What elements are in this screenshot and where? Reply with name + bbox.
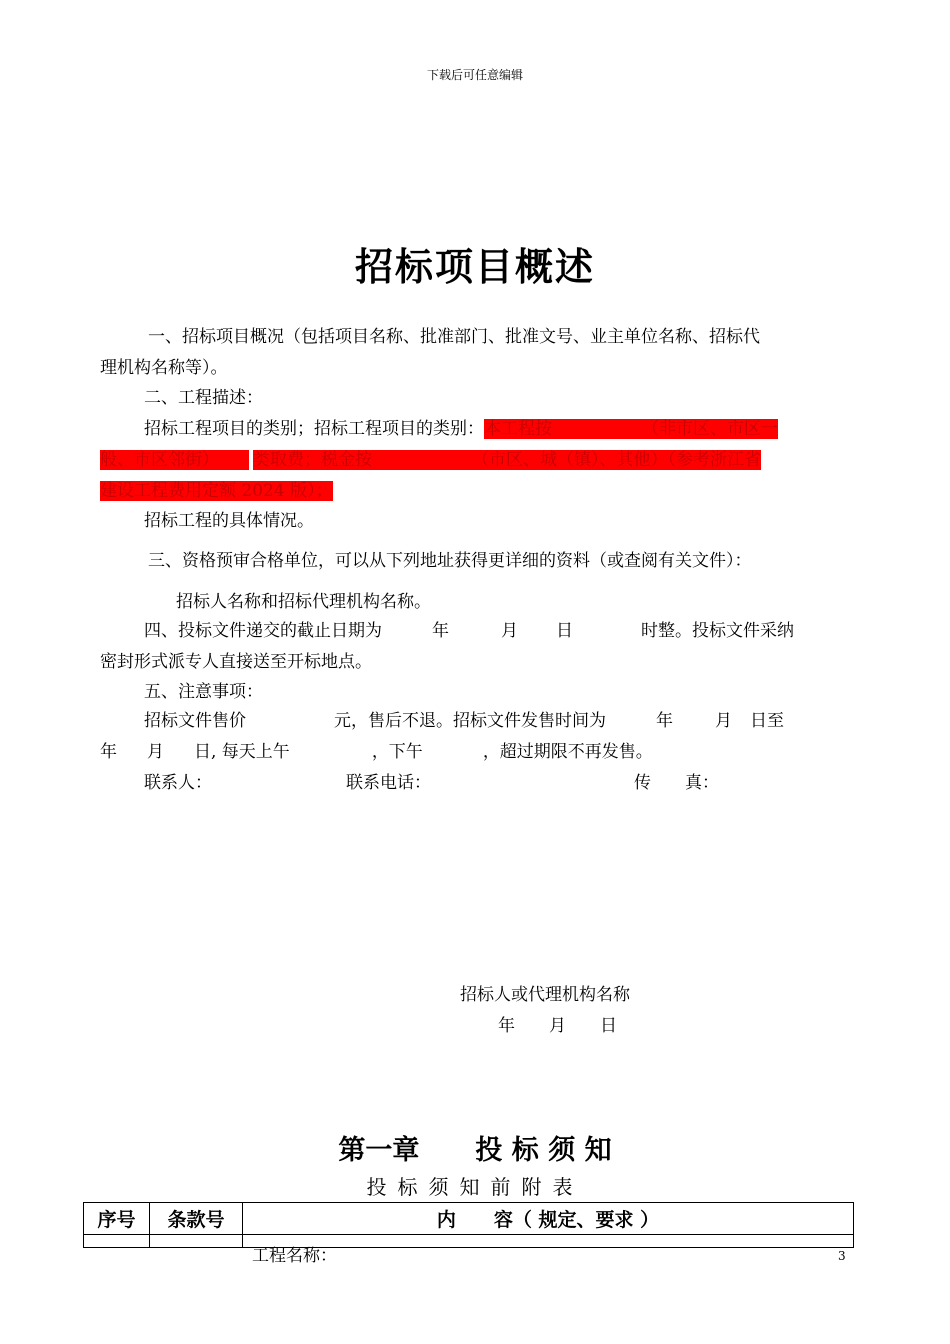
chapter-name: 投 标 须 知 — [475, 1135, 612, 1166]
table-header-clause: 条款号 — [150, 1203, 243, 1235]
section-2-detail: 招标工程的具体情况。 — [144, 511, 314, 531]
category-label: 招标工程项目的类别；招标工程项目的类别： — [144, 419, 484, 439]
section-3-sub: 招标人名称和招标代理机构名称。 — [176, 592, 431, 612]
section-4-line2: 密封形式派专人直接送至开标地点。 — [100, 652, 372, 672]
section-5-line1: 招标文件售价 元，售后不退。招标文件发售时间为 年 月 日至 — [144, 711, 784, 731]
section-1-line1: 一、招标项目概况（包括项目名称、批准部门、批准文号、业主单位名称、招标代 — [148, 327, 760, 347]
contact-fax: 传 真： — [634, 773, 719, 793]
section-4-line1: 四、投标文件递交的截止日期为 年 月 日 时整。投标文件采纳 — [144, 621, 794, 641]
contact-phone: 联系电话： — [346, 773, 431, 793]
signature-date: 年 月 日 — [498, 1016, 617, 1036]
table-cell — [150, 1235, 243, 1248]
table-header-row — [84, 1203, 854, 1235]
section-3: 三、资格预审合格单位，可以从下列地址获得更详细的资料（或查阅有关文件）： — [148, 551, 752, 571]
signature-name: 招标人或代理机构名称 — [460, 985, 630, 1005]
section-5-body — [100, 706, 850, 768]
section-4 — [100, 616, 850, 678]
table-row — [84, 1235, 854, 1248]
appendix-subtitle: 投标须知前附表 — [366, 1175, 584, 1199]
header-note: 下载后可任意编辑 — [426, 68, 523, 82]
table-header-content: 内 容（ 规定、要求 ） — [243, 1203, 854, 1235]
section-5-heading: 五、注意事项： — [144, 682, 263, 702]
table-header-no: 序号 — [84, 1203, 150, 1235]
chapter-title — [0, 1128, 950, 1167]
category-highlight-3: 类取费；税金按 （市区、城（镇）、其他）（参考浙江省 — [253, 450, 761, 470]
section-2-category — [100, 414, 850, 507]
category-line1 — [100, 414, 850, 445]
category-highlight-2: 般、市区邻街） — [100, 450, 249, 470]
section-5-line2: 年 月 日, 每天上午 ，下午 ，超过期限不再发售。 — [100, 742, 653, 762]
chapter-number: 第一章 — [338, 1135, 420, 1166]
category-line3 — [100, 476, 850, 507]
contact-person: 联系人： — [144, 773, 212, 793]
project-name-label: 工程名称： — [252, 1246, 337, 1266]
category-highlight: 本工程按 （非市区、市区一 — [484, 419, 778, 439]
section-1-line2: 理机构名称等）。 — [100, 358, 228, 378]
section-1 — [100, 322, 850, 384]
appendix-table — [83, 1202, 854, 1248]
section-2-heading: 二、工程描述： — [144, 388, 263, 408]
page-number: 3 — [838, 1249, 846, 1263]
table-cell — [84, 1235, 150, 1248]
category-highlight-4: 建设工程费用定额 2024 版）； — [100, 481, 333, 501]
category-line2 — [100, 445, 850, 476]
page-title: 招标项目概述 — [354, 244, 595, 289]
